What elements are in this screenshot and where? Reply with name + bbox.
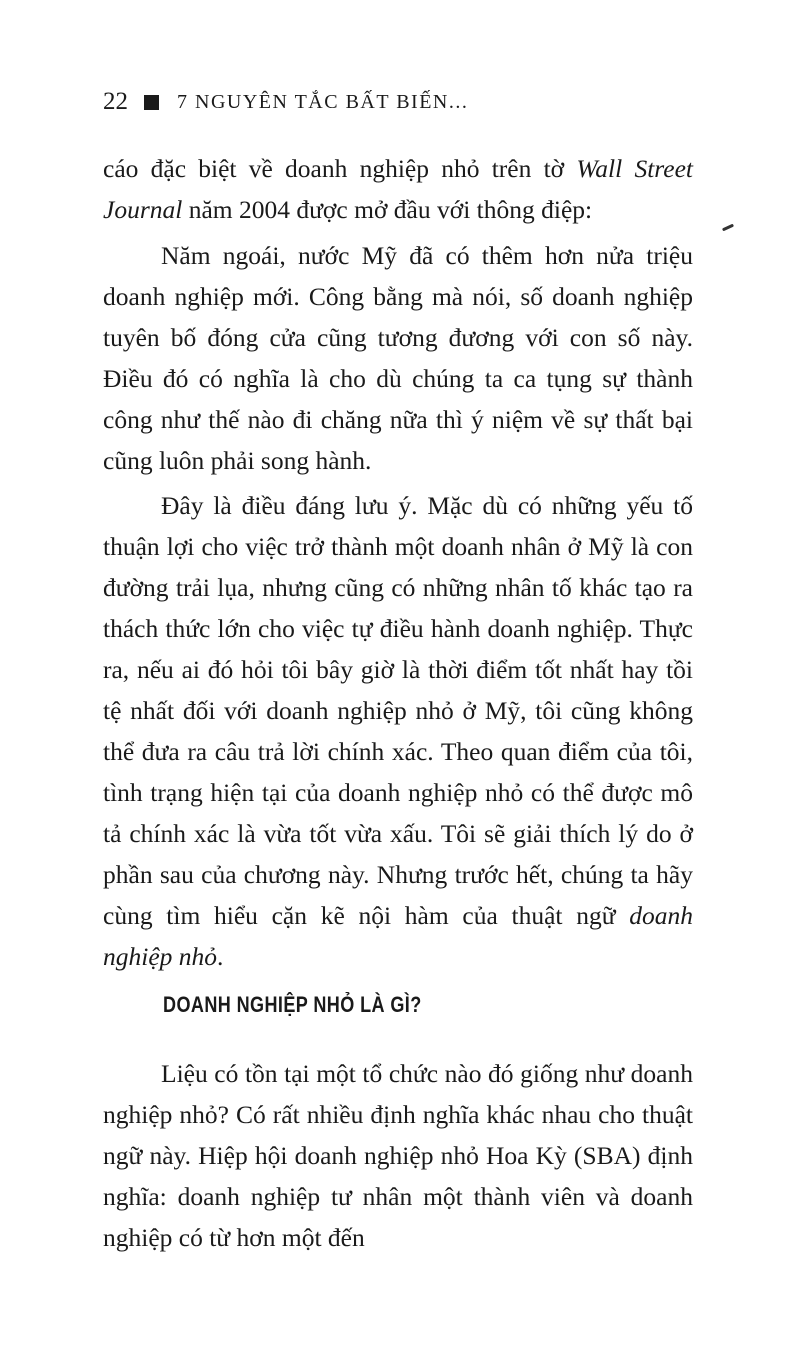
paragraph-text-before: Đây là điều đáng lưu ý. Mặc dù có những yếu tố thuận lợi cho việc trở thành một doanh nhân ở Mỹ là con đường trải lụa, nhưng cũng có những nhân tố khác tạo ra thách thức lớn cho việc tự điều hành doanh nghiệp. Thực ra, nếu ai đó hỏi tôi bây giờ là thời điểm tốt nhất hay tồi tệ nhất đối với doanh nghiệp nhỏ ở Mỹ, tôi cũng không thể đưa ra câu trả lời chính xác. Theo quan điểm của tôi, tình trạng hiện tại của doanh nghiệp nhỏ có thể được mô tả chính xác là vừa tốt vừa xấu. Tôi sẽ giải thích lý do ở phần sau của chương này. Nhưng trước hết, chúng ta hãy cùng tìm hiểu cặn kẽ nội hàm của thuật ngữ: [103, 491, 693, 930]
paragraph-text-after: .: [217, 942, 224, 971]
running-header: [103, 88, 468, 116]
paragraph-text: [103, 485, 693, 977]
paragraph-continuation: [103, 148, 693, 230]
print-speck: [722, 224, 734, 232]
publication-name: Wall Street Journal: [103, 154, 693, 224]
body-paragraph: [103, 1053, 693, 1258]
paragraph-text-after: năm 2004 được mở đầu với thông điệp:: [182, 195, 593, 224]
body-paragraph: [103, 485, 693, 977]
quote-paragraph: [103, 235, 693, 481]
header-square-bullet: [144, 95, 159, 110]
paragraph-text: Liệu có tồn tại một tổ chức nào đó giống như doanh nghiệp nhỏ? Có rất nhiều định nghĩa khác nhau cho thuật ngữ này. Hiệp hội doanh nghiệp nhỏ Hoa Kỳ (SBA) định nghĩa: doanh nghiệp tư nhân một thành viên và doanh nghiệp có từ hơn một đến: [103, 1059, 693, 1252]
quote-text: Năm ngoái, nước Mỹ đã có thêm hơn nửa triệu doanh nghiệp mới. Công bằng mà nói, số doanh nghiệp tuyên bố đóng cửa cũng tương đương với con số này. Điều đó có nghĩa là cho dù chúng ta ca tụng sự thành công như thế nào đi chăng nữa thì ý niệm về sự thất bại cũng luôn phải song hành.: [103, 241, 693, 475]
running-header-title: 7 NGUYÊN TẮC BẤT BIẾN...: [177, 90, 469, 113]
page-number: 22: [103, 88, 128, 115]
italic-term: doanh nghiệp nhỏ: [103, 901, 693, 971]
section-heading: DOANH NGHIỆP NHỎ LÀ GÌ?: [163, 992, 422, 1017]
paragraph-text-before: cáo đặc biệt về doanh nghiệp nhỏ trên tờ: [103, 154, 577, 183]
paragraph-text: [103, 148, 693, 230]
